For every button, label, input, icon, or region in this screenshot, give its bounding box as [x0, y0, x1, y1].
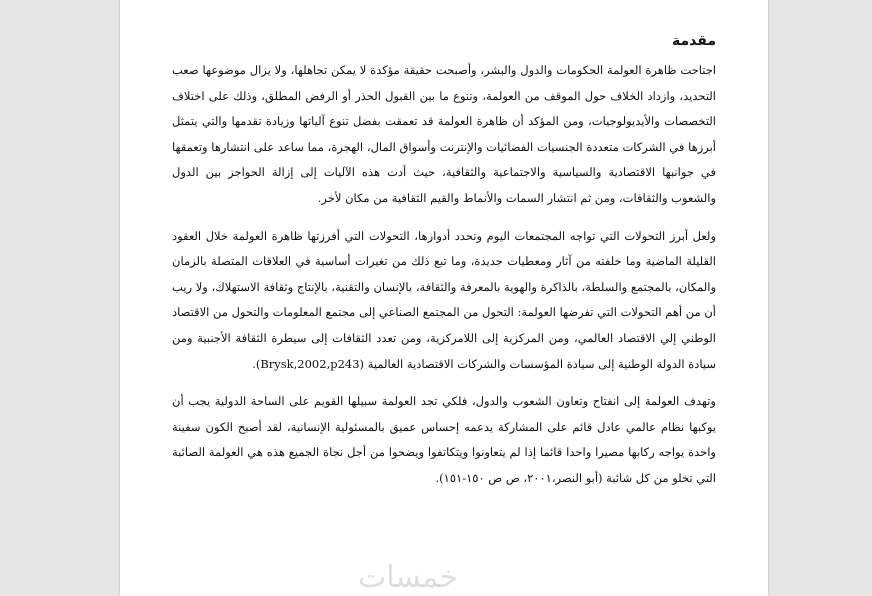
- paragraph-1: اجتاحت ظاهرة العولمة الحكومات والدول والبشر، وأصبحت حقيقة مؤكدة لا يمكن تجاهلها، ولا يزال موضوعها صعب التحديد، وازداد الخلاف حول الموقف من العولمة، وتنوع ما بين القبول الحذر أو الرفض المطلق، وذلك على اختلاف التخصصات والأيديولوجيات، ومن المؤكد أن ظاهرة العولمة قد تعمقت بفضل تنوع آلياتها وزيادة تقدمها والتي يتمثل أبرزها في الشركات متعددة الجنسيات الفضائيات والإنترنت وأسواق المال، الهجرة، مما ساعد على انتشارها وتعمقها في جوانبها الاقتصادية والسياسية والاجتماعية والثقافية، حيث أدت هذه الآليات إلى إزالة الحواجز بين الدول والشعوب والثقافات، ومن ثم انتشار السمات والأنماط والقيم الثقافية من مكان لأخر.: [172, 63, 716, 205]
- page-content: [172, 30, 716, 504]
- paragraph-2: ولعل أبرز التحولات التي تواجه المجتمعات اليوم وتحدد أدوارها، التحولات التي أفرزتها ظاهرة العولمة خلال العقود القليلة الماضية وما خلفته من آثار ومعطيات جديدة، وما تبع ذلك من تغيرات أساسية في العلاقات المتصلة بالزمان والمكان، بالمجتمع والسلطة، بالذاكرة والهوية بالمعرفة والثقافة، بالإنسان والتقنية، بالإنتاج وثقافة الاستهلاك، ولا ريب أن من أهم التحولات التي تفرضها العولمة: التحول من المجتمع الصناعي إلى مجتمع المعلومات والتحول من الاقتصاد الوطني إلي الاقتصاد العالمي، ومن المركزية إلى اللامركزية، ومن تعدد الثقافات إلى سيطرة الثقافة الأجنبية ومن سيادة الدولة الوطنية إلى سيادة المؤسسات والشركات الاقتصادية العالمية (Brysk,2002,p243).: [172, 228, 716, 371]
- document-page: [120, 0, 768, 596]
- site-watermark: خمسات: [358, 560, 459, 595]
- paragraph-3: وتهدف العولمة إلى انفتاح وتعاون الشعوب والدول، فلكي تجد العولمة سبيلها القويم على الساحة الدولية يجب أن يوكبها نظام عالمي عادل قائم على المشاركة يدعمه إحساس عميق بالمسئولية الإنسانية، لقد أصبح الكون سفينة واحدة يواجه ركابها مصيرا واحدا قائما إذا لم يتعاونوا ويتكاتفوا ويضحوا من أجل نجاة الجميع هذه هي العولمة الصائبة التي تخلو من كل شائبة (أبو النصر،٢٠٠١، ص ص ١٥٠-١٥١).: [172, 394, 716, 485]
- section-heading: مقدمة: [672, 33, 716, 49]
